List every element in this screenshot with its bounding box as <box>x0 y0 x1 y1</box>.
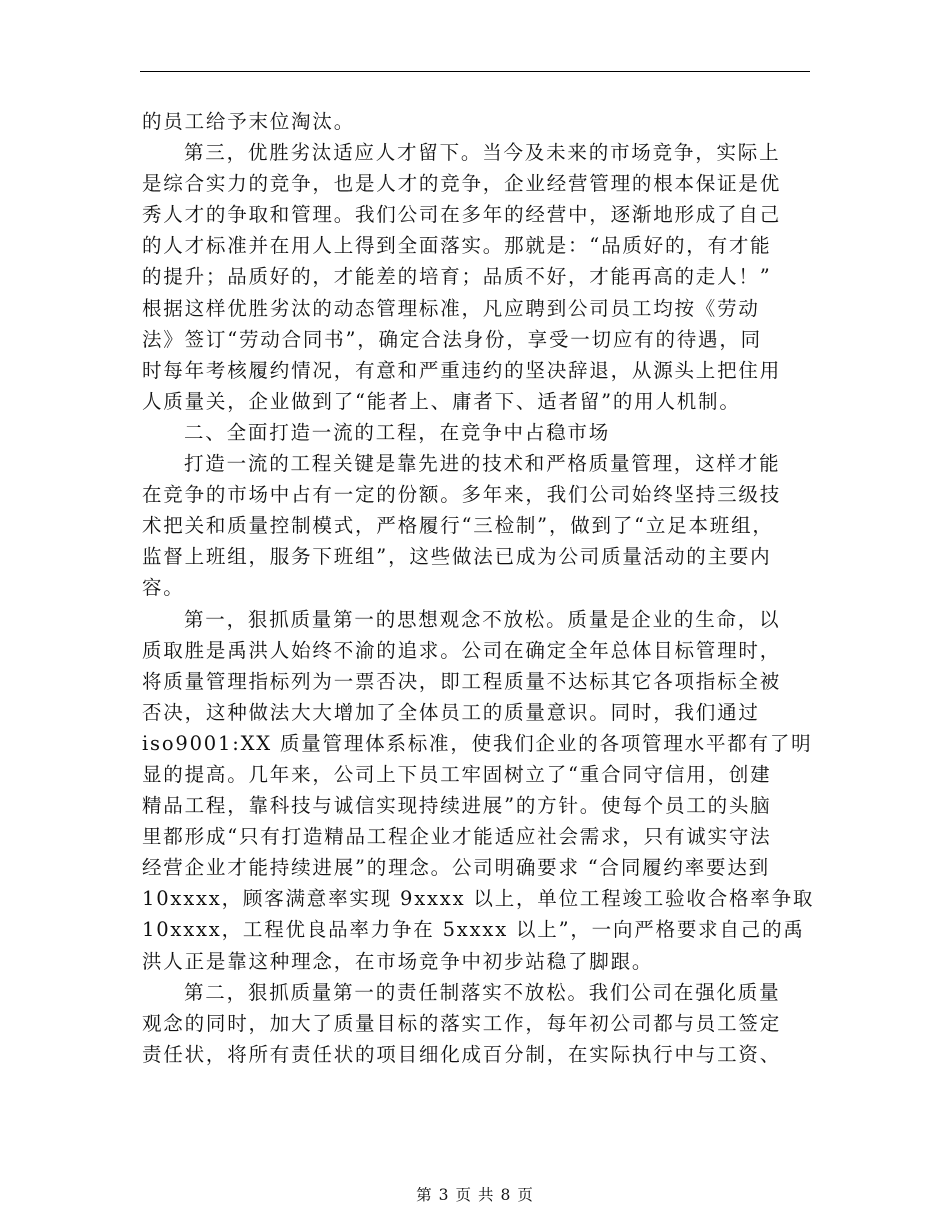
page-footer <box>0 1183 950 1205</box>
text-line: 容。 <box>142 576 185 600</box>
text-line: 术把关和质量控制模式，严格履行“三检制”，做到了“立足本班组， <box>142 514 774 538</box>
text-line: 是综合实力的竞争，也是人才的竞争，企业经营管理的根本保证是优 <box>142 172 782 196</box>
text-line: iso9001:XX 质量管理体系标准，使我们企业的各项管理水平都有了明 <box>142 731 813 755</box>
text-line: 否决，这种做法大大增加了全体员工的质量意识。同时，我们通过 <box>142 700 760 724</box>
text-line: 经营企业才能持续进展”的理念。公司明确要求 “合同履约率要达到 <box>142 856 770 880</box>
text-line: 显的提高。几年来，公司上下员工牢固树立了“重合同守信用，创建 <box>142 762 772 786</box>
text-line: 根据这样优胜劣汰的动态管理标准，凡应聘到公司员工均按《劳动 <box>142 296 760 320</box>
text-line: 精品工程，靠科技与诚信实现持续进展”的方针。使每个员工的头脑 <box>142 794 772 818</box>
text-line: 洪人正是靠这种理念，在市场竞争中初步站稳了脚跟。 <box>142 949 654 973</box>
text-line: 在竞争的市场中占有一定的份额。多年来，我们公司始终坚持三级技 <box>142 483 782 507</box>
text-line: 里都形成“只有打造精品工程企业才能适应社会需求，只有诚实守法 <box>142 825 772 849</box>
total-page-count: 8 <box>500 1186 512 1204</box>
text-line: 观念的同时，加大了质量目标的落实工作，每年初公司都与员工签定 <box>142 1011 782 1035</box>
text-line: 10xxxx，顾客满意率实现 9xxxx 以上，单位工程竣工验收合格率争取 <box>142 887 815 911</box>
footer-suffix: 页 <box>517 1186 534 1204</box>
text-line: 的人才标准并在用人上得到全面落实。那就是：“品质好的，有才能 <box>142 234 772 258</box>
text-line: 10xxxx，工程优良品率力争在 5xxxx 以上”，一向严格要求自己的禹 <box>142 918 805 942</box>
header-rule <box>140 71 810 72</box>
paragraph-start: 第二，狠抓质量第一的责任制落实不放松。我们公司在强化质量 <box>184 980 781 1004</box>
text-line: 时每年考核履约情况，有意和严重违约的坚决辞退，从源头上把住用 <box>142 358 782 382</box>
paragraph-start: 打造一流的工程关键是靠先进的技术和严格质量管理，这样才能 <box>184 452 781 476</box>
text-line: 法》签订“劳动合同书”，确定合法身份，享受一切应有的待遇，同 <box>142 327 762 351</box>
text-line: 质取胜是禹洪人始终不渝的追求。公司在确定全年总体目标管理时， <box>142 638 782 662</box>
text-line: 监督上班组，服务下班组”，这些做法已成为公司质量活动的主要内 <box>142 545 772 569</box>
text-line: 秀人才的争取和管理。我们公司在多年的经营中，逐渐地形成了自己 <box>142 203 782 227</box>
text-line: 的提升；品质好的，才能差的培育；品质不好，才能再高的走人！” <box>142 265 772 289</box>
text-line: 将质量管理指标列为一票否决，即工程质量不达标其它各项指标全被 <box>142 669 782 693</box>
body-text <box>142 106 814 1070</box>
text-line: 责任状，将所有责任状的项目细化成百分制，在实际执行中与工资、 <box>142 1042 782 1066</box>
footer-mid: 页 共 <box>455 1186 495 1204</box>
text-line: 的员工给予末位淘汰。 <box>142 110 356 133</box>
paragraph-start: 第一，狠抓质量第一的思想观念不放松。质量是企业的生命，以 <box>184 607 781 631</box>
text-line: 人质量关，企业做到了“能者上、庸者下、适者留”的用人机制。 <box>142 389 741 413</box>
section-heading: 二、全面打造一流的工程，在竞争中占稳市场 <box>184 420 611 444</box>
footer-prefix: 第 <box>416 1186 433 1204</box>
paragraph-start: 第三，优胜劣汰适应人才留下。当今及未来的市场竞争，实际上 <box>184 141 781 165</box>
current-page-number: 3 <box>438 1186 450 1204</box>
